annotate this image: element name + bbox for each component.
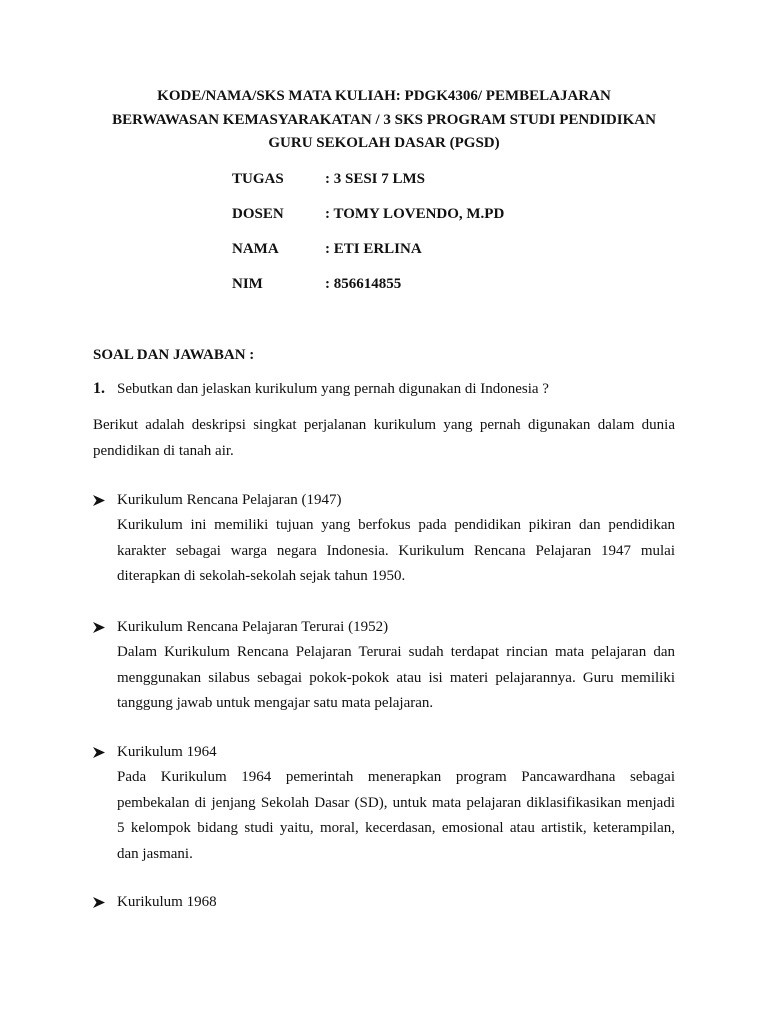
document-title — [92, 85, 676, 156]
body-line: menggunakan silabus sebagai pokok-pokok atau isi materi pelajarannya. Guru memiliki — [117, 669, 675, 686]
info-value: : 3 SESI 7 LMS — [325, 171, 426, 187]
body-line: karakter sebagai warga negara Indonesia. Kurikulum Rencana Pelajaran 1947 mulai — [117, 542, 675, 559]
title-line: BERWAWASAN KEMASYARAKATAN / 3 SKS PROGRAM STUDI PENDIDIKAN — [112, 111, 656, 128]
curriculum-item — [93, 890, 675, 915]
curriculum-item-header — [93, 615, 675, 640]
curriculum-item — [93, 615, 675, 717]
body-line: Kurikulum ini memiliki tujuan yang berfokus pada pendidikan pikiran dan pendidikan — [117, 517, 675, 533]
body-line: dan jasmani. — [117, 845, 193, 862]
curriculum-item-title: Kurikulum 1968 — [117, 894, 217, 910]
intro-paragraph — [93, 413, 675, 464]
curriculum-item-header — [93, 740, 675, 765]
curriculum-item-title: Kurikulum Rencana Pelajaran Terurai (1952) — [117, 619, 389, 635]
info-label: NAMA — [232, 241, 279, 257]
intro-line: pendidikan di tanah air. — [93, 442, 234, 459]
info-label: NIM — [232, 276, 263, 292]
curriculum-item-body — [117, 513, 675, 590]
question-number: 1. — [93, 380, 105, 397]
info-value: : TOMY LOVENDO, M.PD — [325, 206, 505, 222]
curriculum-item-header — [93, 890, 675, 915]
arrow-bullet-icon — [93, 495, 105, 506]
title-line: KODE/NAMA/SKS MATA KULIAH: PDGK4306/ PEMBELAJARAN — [157, 88, 611, 104]
body-line: 5 kelompok bidang studi yaitu, moral, kecerdasan, emosional atau artistik, keterampilan, — [117, 820, 675, 836]
arrow-bullet-icon — [93, 622, 105, 633]
curriculum-item-body — [117, 640, 675, 717]
question-text: Sebutkan dan jelaskan kurikulum yang pernah digunakan di Indonesia ? — [117, 381, 549, 397]
info-label: TUGAS — [232, 171, 284, 187]
body-line: tanggung jawab untuk mengajar satu mata pelajaran. — [117, 695, 434, 711]
arrow-bullet-icon — [93, 897, 105, 908]
curriculum-item — [93, 740, 675, 867]
info-label: DOSEN — [232, 206, 284, 222]
body-line: Pada Kurikulum 1964 pemerintah menerapkan program Pancawardhana sebagai — [117, 769, 675, 785]
body-line: pembekalan di jenjang Sekolah Dasar (SD), untuk mata pelajaran diklasifikasikan menjadi — [117, 794, 675, 811]
curriculum-item-title: Kurikulum 1964 — [117, 744, 217, 760]
question — [93, 380, 549, 398]
curriculum-item — [93, 488, 675, 590]
body-line: diterapkan di sekolah-sekolah sejak tahun 1950. — [117, 568, 406, 584]
title-line: GURU SEKOLAH DASAR (PGSD) — [268, 135, 500, 151]
info-value: : ETI ERLINA — [325, 241, 422, 257]
body-line: Dalam Kurikulum Rencana Pelajaran Terurai sudah terdapat rincian mata pelajaran dan — [117, 644, 675, 660]
curriculum-item-header — [93, 488, 675, 513]
curriculum-item-title: Kurikulum Rencana Pelajaran (1947) — [117, 492, 342, 508]
info-value: : 856614855 — [325, 276, 402, 292]
arrow-bullet-icon — [93, 747, 105, 758]
curriculum-item-body — [117, 765, 675, 867]
intro-line: Berikut adalah deskripsi singkat perjalanan kurikulum yang pernah digunakan dalam dunia — [93, 417, 675, 433]
section-heading: SOAL DAN JAWABAN : — [93, 347, 255, 363]
